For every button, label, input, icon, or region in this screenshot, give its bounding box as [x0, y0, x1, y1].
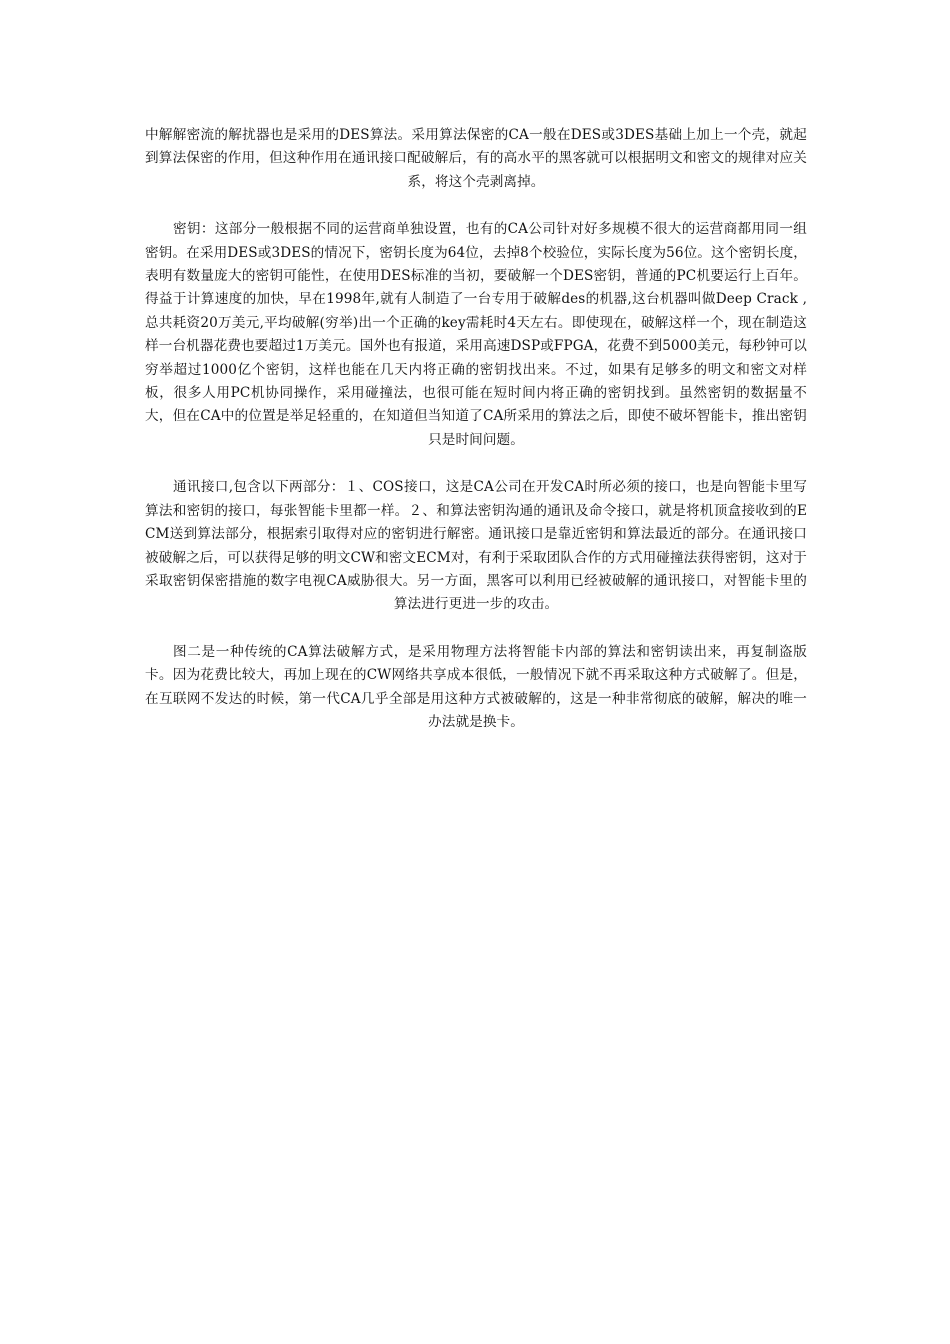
paragraph-communication-interface: 通讯接口,包含以下两部分：１、COS接口，这是CA公司在开发CA时所必须的接口，也是向智能卡里写算法和密钥的接口，每张智能卡里都一样。２、和算法密钥沟通的通讯及命令接口，就是将机顶盒接收到的ECM送到算法部分，根据索引取得对应的密钥进行解密。通讯接口是靠近密钥和算法最近的部分。在通讯接口被破解之后，可以获得足够的明文CW和密文ECM对，有利于采取团队合作的方式用碰撞法获得密钥，这对于采取密钥保密措施的数字电视CA威胁很大。另一方面，黑客可以利用已经被破解的通讯接口，对智能卡里的算法进行更进一步的攻击。 [145, 479, 807, 613]
paragraph-physical-crack: 图二是一种传统的CA算法破解方式，是采用物理方法将智能卡内部的算法和密钥读出来，再复制盗版卡。因为花费比较大，再加上现在的CW网络共享成本很低，一般情况下就不再采取这种方式破解了。但是，在互联网不发达的时候，第一代CA几乎全部是用这种方式被破解的，这是一种非常彻底的破解，解决的唯一办法就是换卡。 [145, 643, 807, 730]
document-page [145, 124, 807, 758]
paragraph-key: 密钥：这部分一般根据不同的运营商单独设置，也有的CA公司针对好多规模不很大的运营商都用同一组密钥。在采用DES或3DES的情况下，密钥长度为64位，去掉8个校验位，实际长度为56位。这个密钥长度，表明有数量庞大的密钥可能性，在使用DES标准的当初，要破解一个DES密钥，普通的PC机要运行上百年。得益于计算速度的加快，早在1998年,就有人制造了一台专用于破解des的机器,这台机器叫做Deep Crack ,总共耗资20万美元,平均破解(穷举)出一个正确的key需耗时4天左右。即使现在，破解这样一个，现在制造这样一台机器花费也要超过1万美元。国外也有报道，采用高速DSP或FPGA，花费不到5000美元，每秒钟可以穷举超过1000亿个密钥，这样也能在几天内将正确的密钥找出来。不过，如果有足够多的明文和密文对样板，很多人用PC机协同操作，采用碰撞法，也很可能在短时间内将正确的密钥找到。虽然密钥的数据量不大，但在CA中的位置是举足轻重的，在知道但当知道了CA所采用的算法之后，即使不破坏智能卡，推出密钥只是时间问题。 [145, 221, 807, 448]
paragraph-des-algorithm: 中解解密流的解扰器也是采用的DES算法。采用算法保密的CA一般在DES或3DES基础上加上一个壳，就起到算法保密的作用，但这种作用在通讯接口配破解后，有的高水平的黑客就可以根据明文和密文的规律对应关系，将这个壳剥离掉。 [145, 127, 807, 190]
